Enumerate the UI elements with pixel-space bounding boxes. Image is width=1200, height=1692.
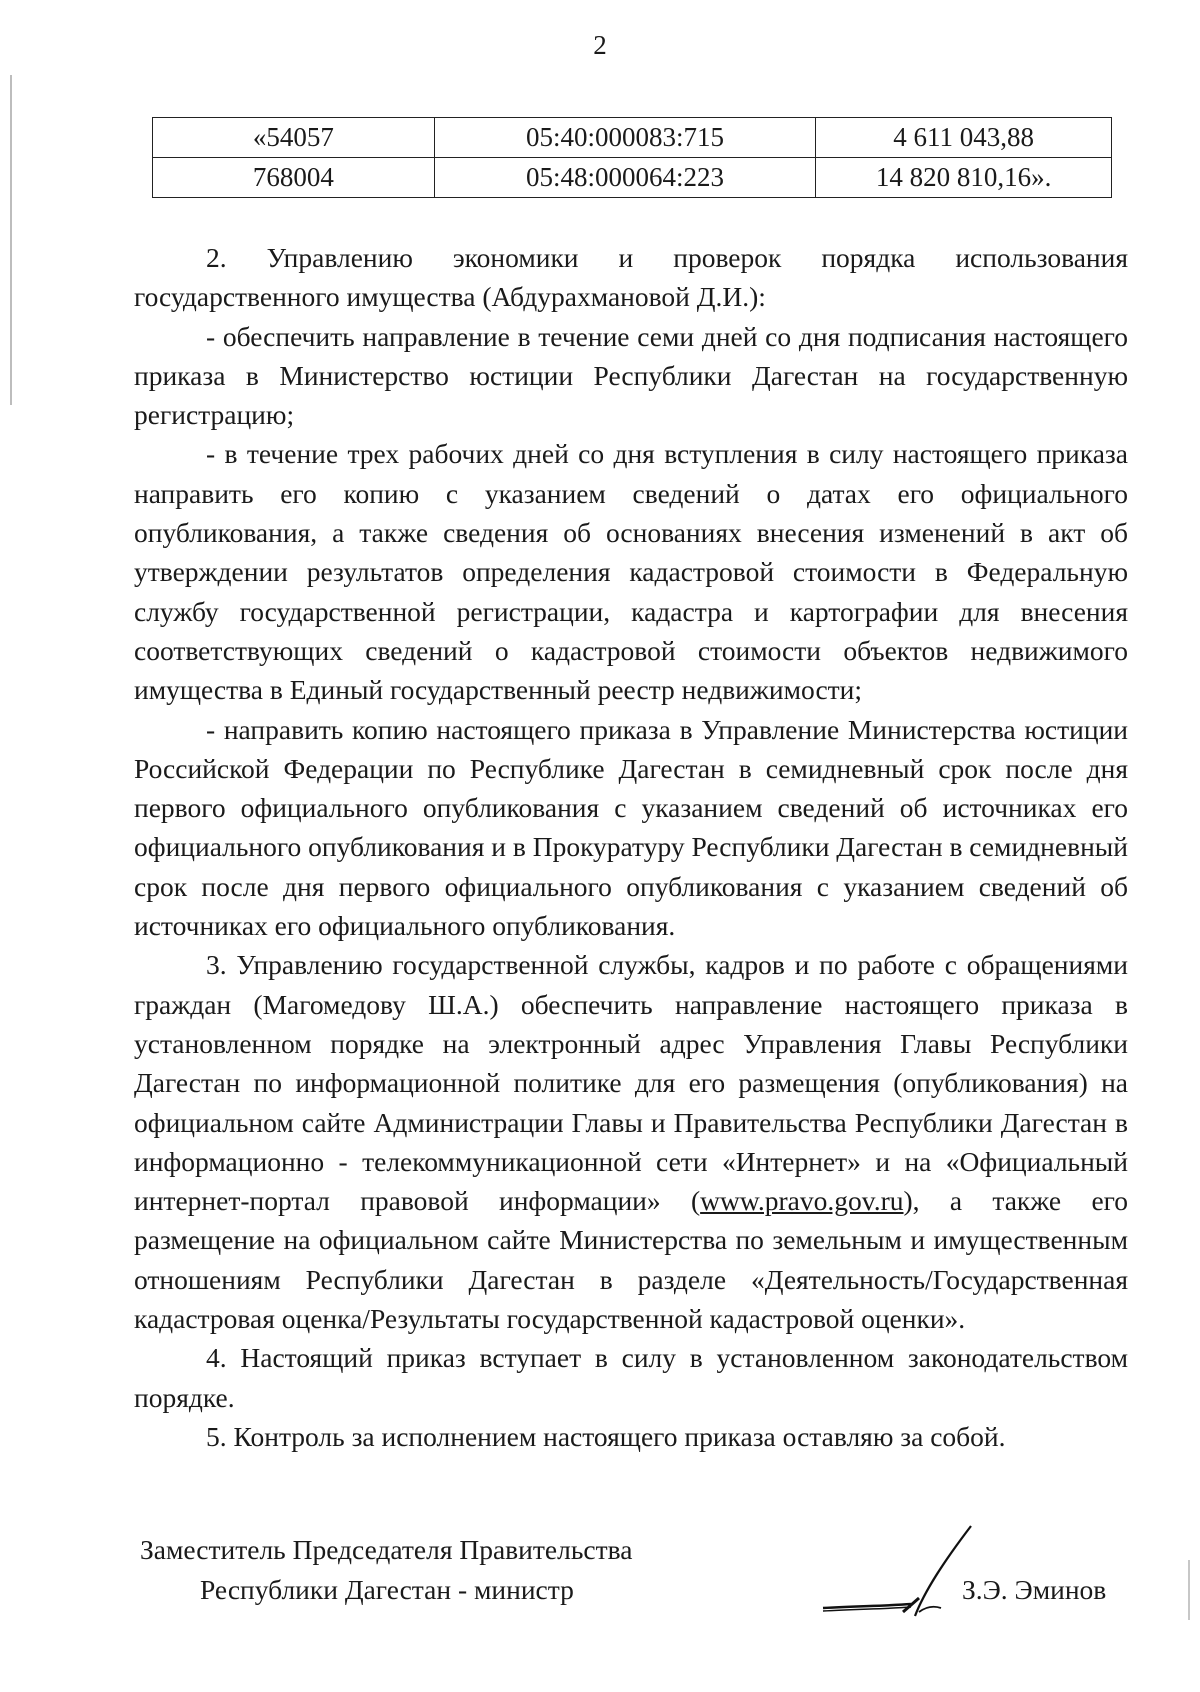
paragraph-item-3-text-start: 3. Управлению государственной службы, кадров и по работе с обращениями граждан (Магомедову Ш.А.) обеспечить направление настоящего приказа в установленном порядке на электронный адрес Управления Главы Республики Дагестан по информационной политике для его размещения (опубликования) на официальном сайте Администрации Главы и Правительства Республики Дагестан в информационно - телекоммуникационной сети «Интернет» и на «Официальный интернет-портал правовой информации» ( bbox=[134, 949, 1128, 1217]
table-cell-cadastral-number: 05:48:000064:223 bbox=[434, 158, 816, 198]
page-number: 2 bbox=[593, 30, 607, 60]
paragraph-item-2-bullet-3: - направить копию настоящего приказа в Управление Министерства юстиции Российской Федерации по Республике Дагестан в семидневный срок после дня первого официального опубликования с указанием сведений об источниках его официального опубликования и в Прокуратуру Республики Дагестан в семидневный срок после дня первого официального опубликования с указанием сведений об источниках его официального опубликования. bbox=[134, 713, 1128, 942]
table-cell-cadastral-number: 05:40:000083:715 bbox=[434, 118, 816, 158]
cadastral-table bbox=[152, 117, 1112, 198]
paragraph-item-2-bullet-2: - в течение трех рабочих дней со дня вступления в силу настоящего приказа направить его копию с указанием сведений о датах его официального опубликования, а также сведения об основаниях внесения изменений в акт об утверждении результатов определения кадастровой стоимости в Федеральную службу государственной регистрации, кадастра и картографии для внесения соответствующих сведений о кадастровой стоимости объектов недвижимого имущества в Единый государственный реестр недвижимости; bbox=[134, 438, 1128, 706]
paragraph-item-3-text-end: ), а также его размещение на официальном сайте Министерства по земельным и имущественным отношениям Республики Дагестан в разделе «Деятельность/Государственная кадастровая оценка/Результаты государственной кадастровой оценки». bbox=[134, 1185, 1128, 1335]
paragraph-item-4: 4. Настоящий приказ вступает в силу в установленном законодательством порядке. bbox=[134, 1342, 1128, 1413]
table-cell-number: «54057 bbox=[153, 118, 435, 158]
table-cell-cadastral-value: 14 820 810,16». bbox=[816, 158, 1112, 198]
signatory-title-line-1: Заместитель Председателя Правительства bbox=[140, 1534, 633, 1565]
paragraph-item-3 bbox=[134, 945, 1128, 1338]
table-row bbox=[153, 158, 1112, 198]
signatory-title-line-2: Республики Дагестан - министр bbox=[200, 1574, 574, 1605]
scan-margin-line-right bbox=[1188, 1560, 1190, 1620]
paragraph-item-5: 5. Контроль за исполнением настоящего приказа оставляю за собой. bbox=[206, 1420, 1006, 1452]
scan-margin-line bbox=[10, 75, 12, 405]
paragraph-item-2: 2. Управлению экономики и проверок порядка использования государственного имущества (Абдурахмановой Д.И.): bbox=[134, 242, 1128, 313]
handwritten-signature bbox=[815, 1520, 975, 1620]
table-cell-number: 768004 bbox=[153, 158, 435, 198]
pravo-gov-link[interactable]: www.pravo.gov.ru bbox=[700, 1185, 904, 1217]
paragraph-item-2-bullet-1: - обеспечить направление в течение семи дней со дня подписания настоящего приказа в Министерство юстиции Республики Дагестан на государственную регистрацию; bbox=[134, 320, 1128, 431]
signatory-name: З.Э. Эминов bbox=[962, 1574, 1107, 1605]
table-row bbox=[153, 118, 1112, 158]
table-cell-cadastral-value: 4 611 043,88 bbox=[816, 118, 1112, 158]
document-body bbox=[134, 238, 1128, 1456]
